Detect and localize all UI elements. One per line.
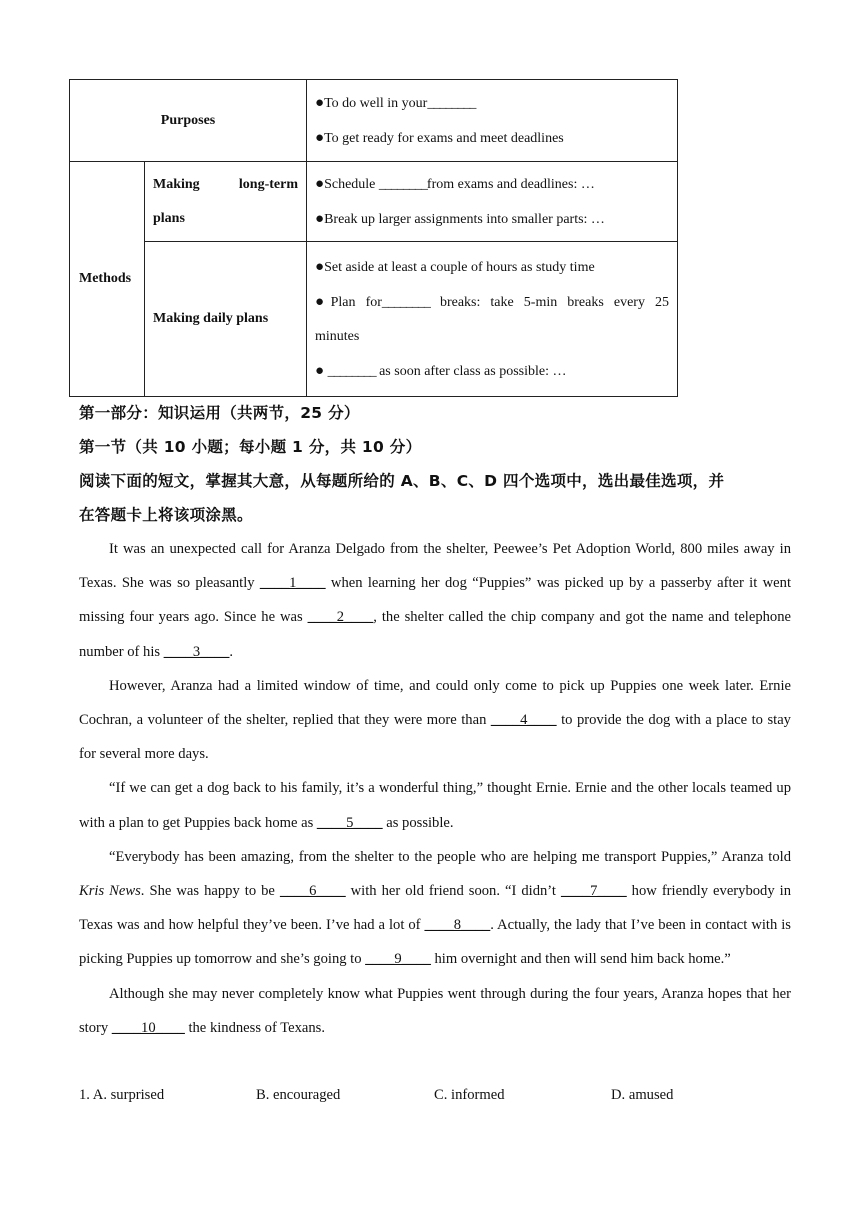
daily-item: ●Set aside at least a couple of hours as study time [315, 258, 595, 275]
source-name: Kris News [79, 883, 141, 900]
option-a[interactable]: 1. A. surprised [79, 1087, 165, 1103]
purposes-label: Purposes [70, 80, 307, 162]
answer-blank: ________ [327, 363, 376, 379]
bullet-icon: ● [315, 94, 325, 111]
bullet-icon: ● [315, 175, 325, 192]
purposes-cell [307, 80, 678, 162]
option-d[interactable]: D. amused [611, 1087, 674, 1103]
cloze-blank-2: ____2____ [307, 609, 374, 626]
cloze-blank-9: ____9____ [365, 951, 431, 968]
daily-item-continued: minutes [315, 328, 360, 344]
bullet-icon: ● [315, 258, 325, 275]
daily-label: Making daily plans [145, 242, 307, 397]
methods-label: Methods [70, 162, 145, 397]
cloze-blank-5: ____5____ [316, 814, 383, 831]
cloze-blank-3: ____3____ [163, 643, 230, 660]
answer-blank: ________ [381, 294, 430, 310]
daily-item: ●Plan for________ breaks: take 5-min breaks every 25 [315, 293, 669, 310]
long-term-cell [307, 162, 678, 242]
part-title: 第一部分：知识运用（共两节，25 分） [79, 404, 360, 422]
purpose-item: ●To get ready for exams and meet deadlines [315, 129, 564, 146]
answer-blank: ________ [427, 95, 476, 111]
daily-item: ● ________ as soon after class as possible: … [315, 362, 567, 379]
long-term-label: Making long-term plans [145, 162, 307, 242]
bullet-icon: ● [315, 129, 325, 146]
cloze-blank-4: ____4____ [490, 712, 557, 729]
passage-paragraph: However, Aranza had a limited window of time, and could only come to pick up Puppies one week later. Ernie Cochran, a volunteer of the shelter, replied that they were more than ____4____ to provide the dog with a place to stay for several more days. [79, 677, 791, 763]
bullet-icon: ● [315, 293, 331, 310]
passage-paragraph: Although she may never completely know what Puppies went through during the four years, Aranza hopes that her story ____10____ the kindness of Texans. [79, 985, 791, 1036]
outline-table [69, 79, 678, 397]
bullet-icon: ● [315, 210, 325, 227]
passage-paragraph: “If we can get a dog back to his family, it’s a wonderful thing,” thought Ernie. Ernie and the other locals teamed up with a plan to get Puppies back home as ____5____ as possible. [79, 780, 791, 831]
instruction-line: 阅读下面的短文，掌握其大意，从每题所给的 A、B、C、D 四个选项中，选出最佳选项，并 [79, 472, 725, 490]
cloze-blank-6: ____6____ [279, 883, 346, 900]
option-b[interactable]: B. encouraged [256, 1087, 341, 1103]
long-term-item: ●Break up larger assignments into smaller parts: … [315, 210, 605, 227]
cloze-blank-8: ____8____ [424, 917, 491, 934]
passage-paragraph: It was an unexpected call for Aranza Delgado from the shelter, Peewee’s Pet Adoption World, 800 miles away in Texas. She was so pleasantly ____1____ when learning her dog “Puppies” was picked up by a passerby after it went missing four years ago. Since he was ____2____, the shelter called the chip company and got the name and telephone number of his ____3____. [79, 541, 791, 660]
cloze-blank-1: ____1____ [259, 575, 326, 592]
section-title: 第一节（共 10 小题；每小题 1 分，共 10 分） [79, 438, 422, 456]
daily-cell [307, 242, 678, 397]
option-c[interactable]: C. informed [434, 1087, 505, 1103]
passage-paragraph: “Everybody has been amazing, from the shelter to the people who are helping me transport Puppies,” Aranza told Kris News. She was happy to be ____6____ with her old friend soon. “I didn’t ____7____ how friendly everybody in Texas was and how helpful they’ve been. I’ve had a lot of ____8____. Actually, the lady that I’ve been in contact with is picking Puppies up tomorrow and she’s going to ____9____ him overnight and then will send him back home.” [79, 848, 792, 968]
answer-blank: ________ [378, 176, 427, 192]
purpose-item: ●To do well in your________ [315, 94, 476, 111]
long-term-item: ●Schedule ________from exams and deadlines: … [315, 175, 595, 192]
instruction-line: 在答题卡上将该项涂黑。 [79, 506, 253, 524]
cloze-blank-7: ____7____ [560, 883, 627, 900]
cloze-blank-10: ____10____ [111, 1019, 185, 1036]
cloze-passage [79, 532, 791, 1045]
bullet-icon: ● [315, 362, 325, 379]
